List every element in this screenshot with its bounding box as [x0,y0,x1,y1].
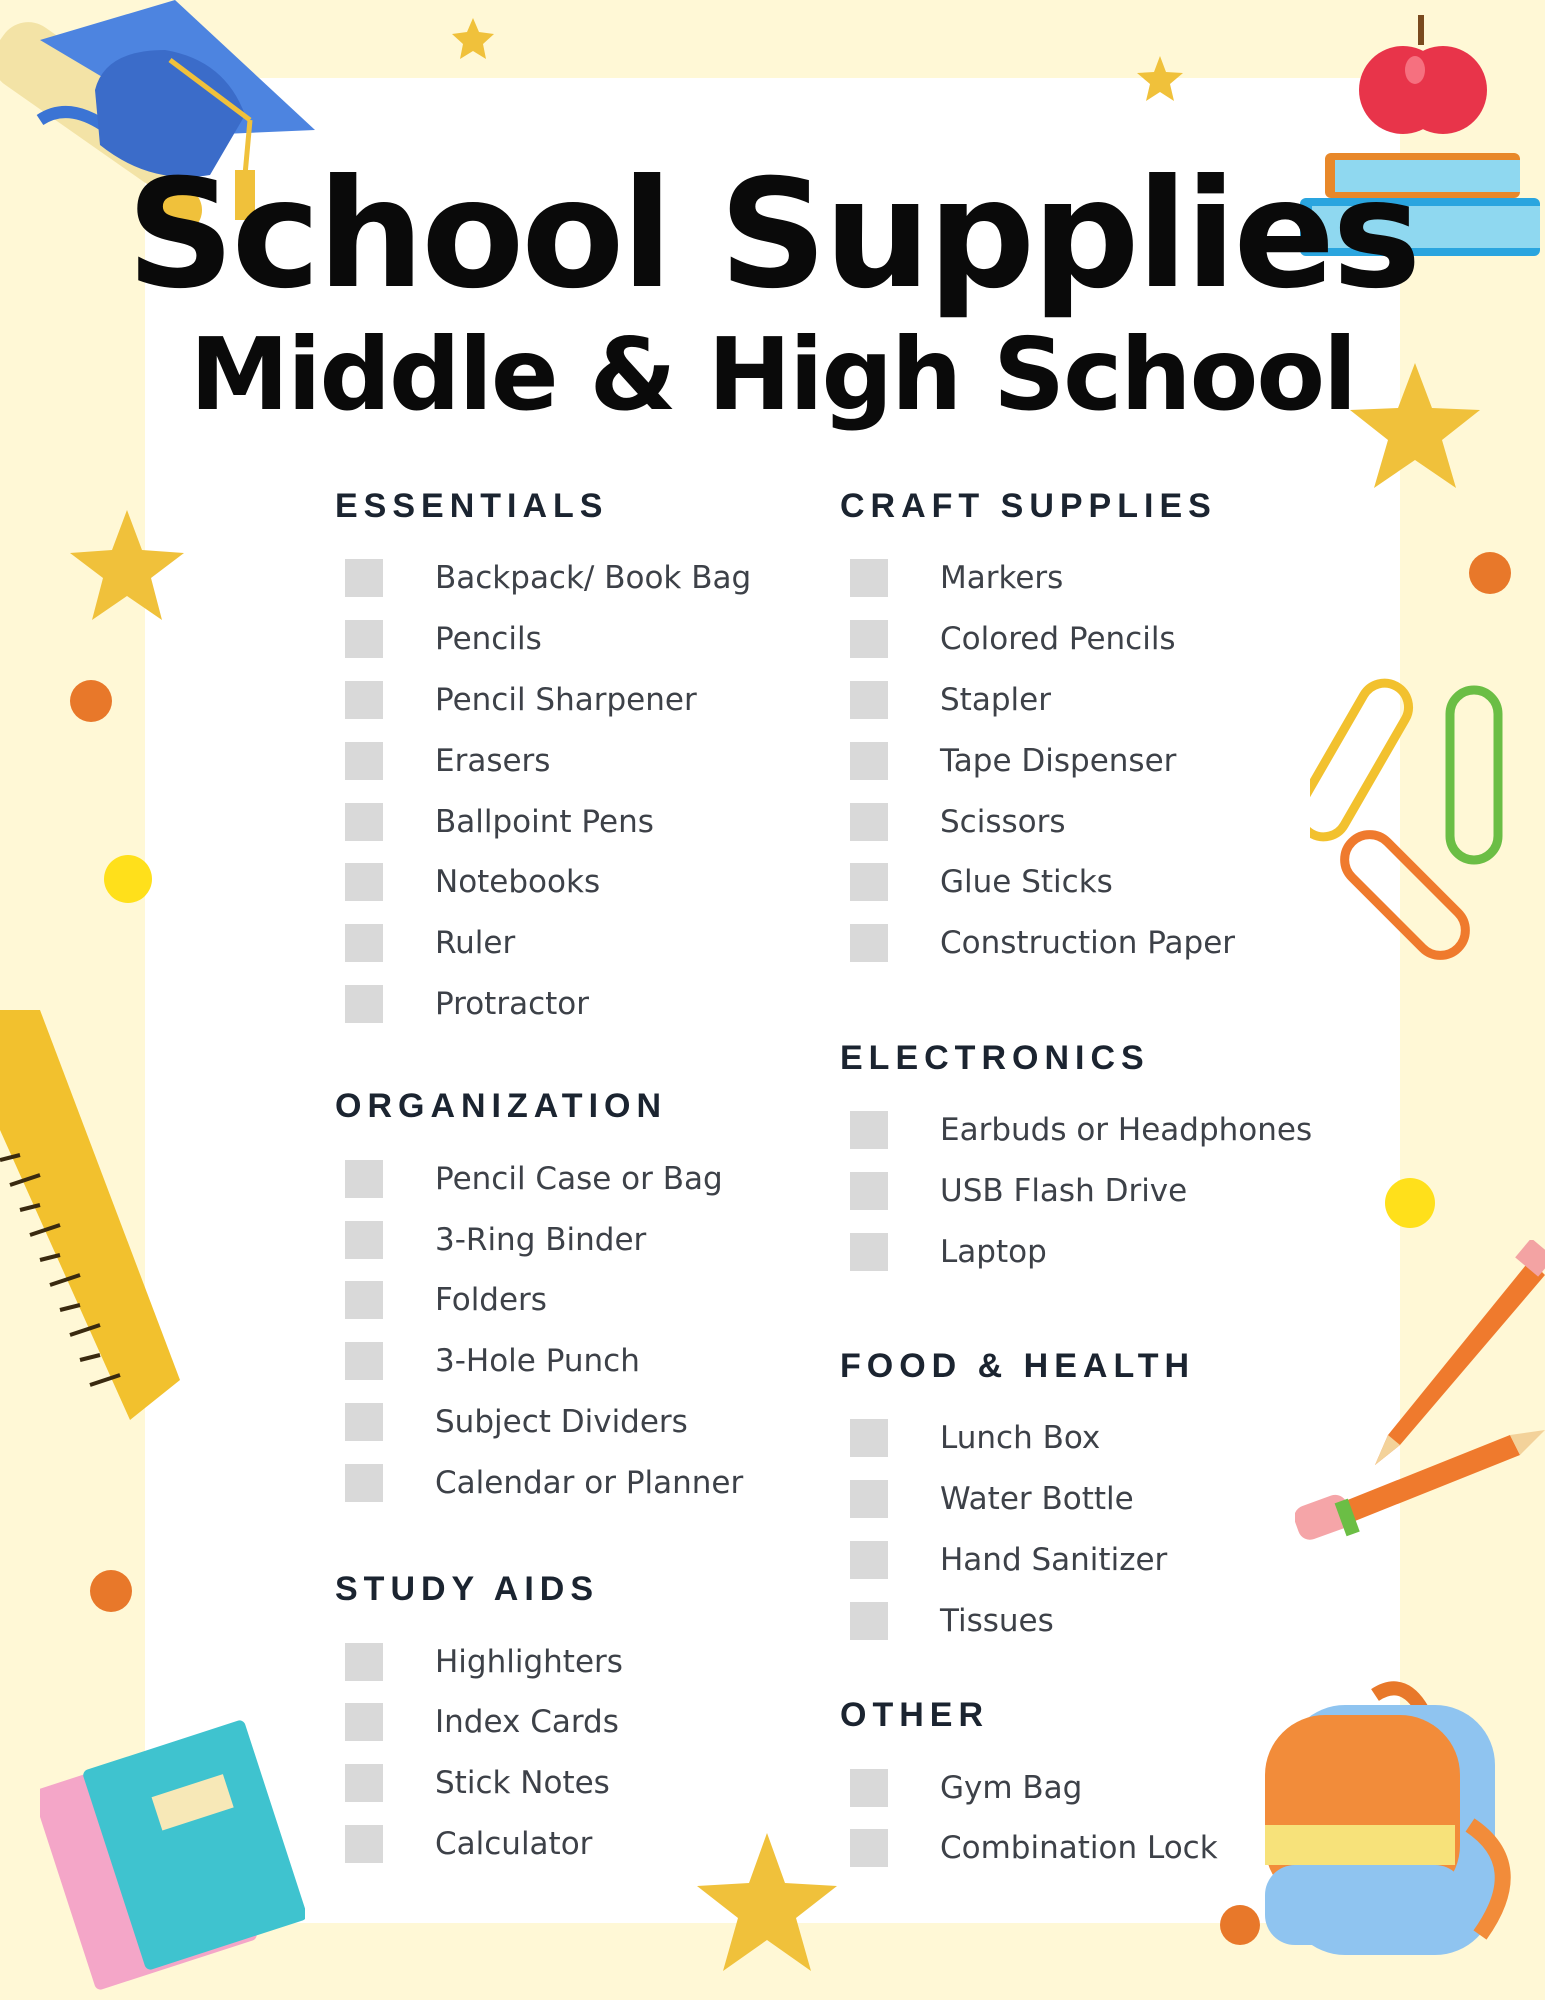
checklist-item[interactable] [335,1753,805,1814]
star-icon [448,10,508,70]
checklist-item[interactable] [335,670,805,731]
checklist-item[interactable] [335,548,805,609]
checkbox[interactable] [850,620,888,658]
notebook-icon [40,1720,305,2000]
checkbox[interactable] [345,1403,383,1441]
item-label: Index Cards [435,1704,619,1741]
dot-decoration [1469,552,1511,594]
section-essentials [335,488,805,1034]
checklist-item[interactable] [840,1530,1360,1591]
checklist-item[interactable] [840,1818,1360,1879]
checklist-item[interactable] [840,1590,1360,1651]
checkbox[interactable] [345,559,383,597]
item-label: Colored Pencils [940,621,1176,658]
item-label: Construction Paper [940,925,1236,962]
item-label: Hand Sanitizer [940,1541,1168,1578]
item-label: Scissors [940,803,1066,840]
checkbox[interactable] [850,1602,888,1640]
checklist-item[interactable] [335,730,805,791]
checklist-item[interactable] [840,1160,1360,1221]
checkbox[interactable] [850,803,888,841]
checkbox[interactable] [345,742,383,780]
checklist-item[interactable] [335,1814,805,1875]
dot-decoration [70,680,112,722]
item-label: Folders [435,1282,547,1319]
star-icon [62,505,202,635]
checkbox[interactable] [345,1160,383,1198]
checkbox[interactable] [850,924,888,962]
checkbox[interactable] [345,863,383,901]
item-label: Erasers [435,742,551,779]
checkbox[interactable] [850,1829,888,1867]
checklist-item[interactable] [335,913,805,974]
item-label: Calculator [435,1825,593,1862]
item-label: Markers [940,560,1064,597]
checklist-item[interactable] [840,609,1360,670]
checkbox[interactable] [850,1233,888,1271]
item-label: Pencil Sharpener [435,681,697,718]
checklist-item[interactable] [840,548,1360,609]
item-label: 3-Ring Binder [435,1221,647,1258]
checkbox[interactable] [345,681,383,719]
section-heading: ESSENTIALS [335,487,609,525]
checklist-item[interactable] [840,1757,1360,1818]
dot-decoration [104,855,152,903]
section-craft-supplies [840,488,1360,974]
item-label: Ballpoint Pens [435,803,654,840]
checklist-item[interactable] [335,1692,805,1753]
section-heading: FOOD & HEALTH [840,1346,1196,1385]
checklist-item[interactable] [335,1148,805,1209]
item-label: USB Flash Drive [940,1172,1188,1209]
item-label: 3-Hole Punch [435,1343,640,1380]
checkbox[interactable] [345,1825,383,1863]
checklist-item[interactable] [840,913,1360,974]
dot-decoration [90,1570,132,1612]
item-label: Stapler [940,681,1051,718]
page-title: School Supplies [126,148,1419,322]
dot-decoration [1385,1178,1435,1228]
ruler-icon [0,1010,190,1440]
checkbox[interactable] [345,1643,383,1681]
section-heading: ELECTRONICS [840,1038,1150,1077]
checklist-item[interactable] [840,670,1360,731]
star-icon [1130,52,1190,112]
apple-icon [1355,10,1495,150]
item-label: Pencils [435,621,542,658]
checkbox[interactable] [345,1221,383,1259]
checklist-item[interactable] [840,730,1360,791]
checkbox[interactable] [850,742,888,780]
checklist-item[interactable] [840,852,1360,913]
checkbox[interactable] [345,803,383,841]
item-label: Ruler [435,925,516,962]
checklist-item[interactable] [840,791,1360,852]
checklist-item[interactable] [335,974,805,1035]
checkbox[interactable] [850,863,888,901]
checkbox[interactable] [850,1111,888,1149]
section-heading: STUDY AIDS [335,1570,600,1609]
section-heading: ORGANIZATION [335,1087,668,1126]
item-label: Subject Dividers [435,1403,688,1440]
checklist-item[interactable] [335,1452,805,1513]
section-study-aids [335,1571,805,1874]
item-label: Tape Dispenser [940,742,1177,779]
checklist-item[interactable] [335,1331,805,1392]
left-column [335,488,805,1874]
section-heading: OTHER [840,1696,989,1735]
item-label: Stick Notes [435,1765,610,1802]
checklist-item[interactable] [840,1221,1360,1282]
checkbox[interactable] [345,620,383,658]
item-label: Highlighters [435,1643,623,1680]
checklist-item[interactable] [335,791,805,852]
section-organization [335,1088,805,1513]
item-label: Backpack/ Book Bag [435,560,752,597]
checkbox[interactable] [345,1764,383,1802]
checklist-item[interactable] [840,1469,1360,1530]
checkbox[interactable] [850,1419,888,1457]
item-label: Notebooks [435,864,601,901]
checklist-item[interactable] [335,1270,805,1331]
item-label: Laptop [940,1233,1047,1270]
checkbox[interactable] [345,1703,383,1741]
checkbox[interactable] [850,559,888,597]
checkbox[interactable] [345,924,383,962]
item-label: Gym Bag [940,1769,1083,1806]
checklist-item[interactable] [335,1631,805,1692]
checkbox[interactable] [345,1342,383,1380]
checkbox[interactable] [850,1769,888,1807]
checkbox[interactable] [345,985,383,1023]
page-subtitle: Middle & High School [189,316,1356,433]
checklist-item[interactable] [840,1408,1360,1469]
checkbox[interactable] [345,1464,383,1502]
section-other [840,1697,1360,1879]
checkbox[interactable] [850,1480,888,1518]
item-label: Water Bottle [940,1481,1134,1518]
checkbox[interactable] [850,681,888,719]
section-electronics [840,1040,1360,1282]
item-label: Pencil Case or Bag [435,1160,723,1197]
checkbox[interactable] [850,1541,888,1579]
checkbox[interactable] [345,1281,383,1319]
item-label: Glue Sticks [940,864,1113,901]
checklist-item[interactable] [335,1209,805,1270]
item-label: Lunch Box [940,1420,1101,1457]
checklist-item[interactable] [840,1100,1360,1161]
item-label: Protractor [435,985,589,1022]
section-heading: CRAFT SUPPLIES [840,487,1217,525]
item-label: Combination Lock [940,1830,1218,1867]
checkbox[interactable] [850,1172,888,1210]
checklist-item[interactable] [335,609,805,670]
item-label: Tissues [940,1602,1054,1639]
item-label: Earbuds or Headphones [940,1111,1313,1148]
right-column [840,488,1360,1879]
section-food-health [840,1348,1360,1651]
item-label: Calendar or Planner [435,1464,744,1501]
checklist-item[interactable] [335,1392,805,1453]
checklist-item[interactable] [335,852,805,913]
